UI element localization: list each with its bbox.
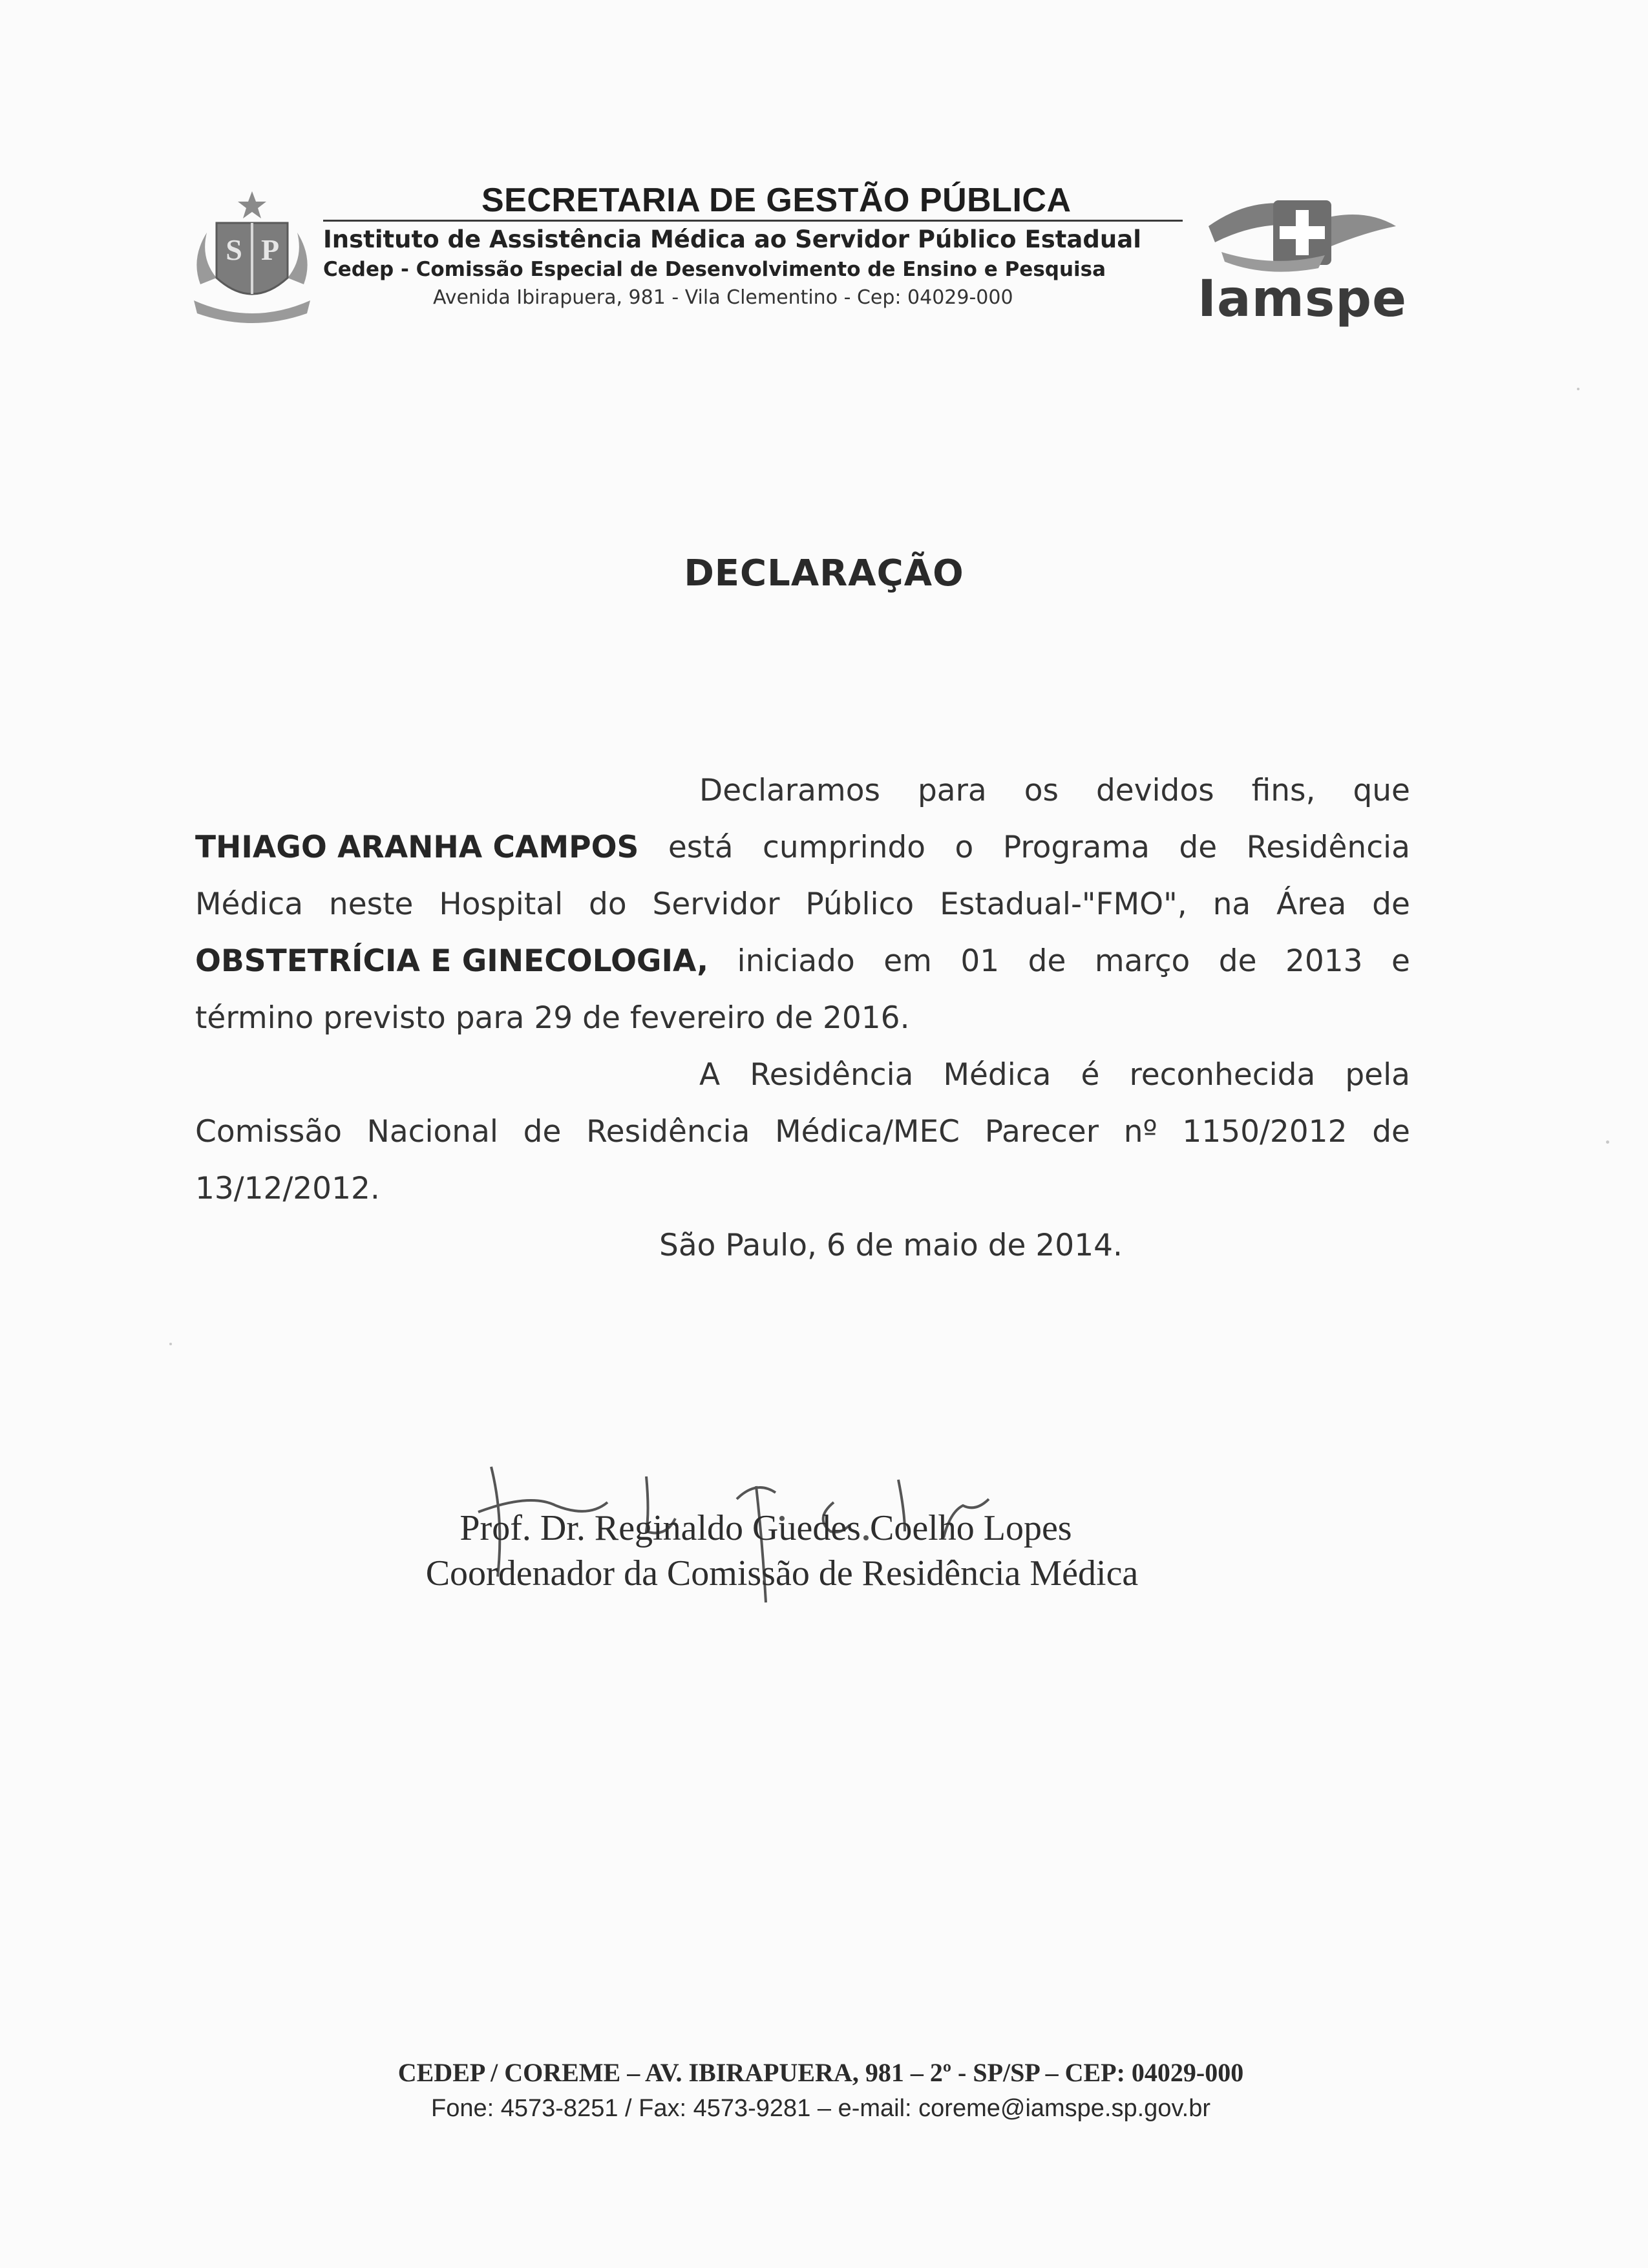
word: 01 <box>960 943 1000 979</box>
word: de <box>1372 1114 1410 1150</box>
line-text: término previsto para 29 de fevereiro de 2016. <box>195 1000 910 1036</box>
word: Declaramos <box>699 773 880 808</box>
footer-address: CEDEP / COREME – AV. IBIRAPUERA, 981 – 2º - SP/SP – CEP: 04029-000 <box>397 2058 1244 2087</box>
word: Hospital <box>439 887 564 922</box>
residency-area: OBSTETRÍCIA E GINECOLOGIA, <box>195 943 709 979</box>
instituto-name: Instituto de Assistência Médica ao Servidor Público Estadual <box>323 226 1141 253</box>
word: nº <box>1123 1114 1157 1150</box>
secretaria-title: SECRETARIA DE GESTÃO PÚBLICA <box>481 182 1072 219</box>
page-footer <box>0 2055 1648 2126</box>
word: Nacional <box>366 1114 498 1150</box>
word: Médica/MEC <box>775 1114 960 1150</box>
body-line-4 <box>195 933 1410 990</box>
word: de <box>1218 943 1257 979</box>
sao-paulo-coat-of-arms-icon <box>187 187 317 323</box>
word: de <box>1179 830 1218 865</box>
body-line-7 <box>195 1104 1410 1160</box>
word: é <box>1081 1057 1100 1093</box>
word: neste <box>328 887 414 922</box>
body-line-1 <box>195 762 1410 819</box>
signer-role: Coordenador da Comissão de Residência Médica <box>425 1553 1139 1593</box>
footer-contact: Fone: 4573-8251 / Fax: 4573-9281 – e-mail: coreme@iamspe.sp.gov.br <box>431 2095 1210 2122</box>
word: em <box>883 943 932 979</box>
word: Residência <box>1246 830 1410 865</box>
word: Médica <box>943 1057 1051 1093</box>
letterhead <box>187 181 1415 336</box>
iamspe-logo-text: Iamspe <box>1197 270 1408 328</box>
word: pela <box>1345 1057 1410 1093</box>
word: os <box>1024 773 1059 808</box>
scan-speck <box>1577 388 1579 390</box>
word: A <box>699 1057 721 1093</box>
word: Residência <box>586 1114 750 1150</box>
word: Estadual-"FMO", <box>940 887 1187 922</box>
word: Programa <box>1002 830 1150 865</box>
word: e <box>1391 943 1410 979</box>
header-divider <box>323 220 1183 222</box>
word: o <box>955 830 974 865</box>
body-line-9 <box>195 1217 1410 1274</box>
word: de <box>523 1114 562 1150</box>
word: de <box>1028 943 1066 979</box>
signer-name: Prof. Dr. Reginaldo Guedes Coelho Lopes <box>460 1508 1072 1548</box>
word: Comissão <box>195 1114 342 1150</box>
word: do <box>589 887 627 922</box>
body-line-2 <box>195 819 1410 876</box>
word: Residência <box>750 1057 914 1093</box>
word: março <box>1094 943 1190 979</box>
document-title: DECLARAÇÃO <box>684 552 964 594</box>
word: fins, <box>1251 773 1316 808</box>
parecer-date: 13/12/2012. <box>195 1171 380 1206</box>
svg-text:S: S <box>226 233 242 266</box>
place-and-date: São Paulo, 6 de maio de 2014. <box>659 1228 1123 1263</box>
word: 1150/2012 <box>1182 1114 1347 1150</box>
scan-speck <box>1606 1140 1609 1144</box>
body-line-3 <box>195 876 1410 933</box>
cedep-name: Cedep - Comissão Especial de Desenvolvimento de Ensino e Pesquisa <box>323 258 1106 281</box>
word: Médica <box>195 887 304 922</box>
header-address: Avenida Ibirapuera, 981 - Vila Clementino - Cep: 04029-000 <box>433 286 1013 309</box>
word: que <box>1353 773 1410 808</box>
word: Área <box>1276 887 1347 922</box>
word: devidos <box>1095 773 1214 808</box>
word: 2013 <box>1285 943 1363 979</box>
resident-name: THIAGO ARANHA CAMPOS <box>195 830 639 865</box>
word: cumprindo <box>763 830 926 865</box>
signer-block <box>0 1506 1648 1596</box>
word: está <box>668 830 734 865</box>
word: Parecer <box>984 1114 1099 1150</box>
word: de <box>1372 887 1410 922</box>
body-line-6 <box>195 1047 1410 1104</box>
word: Público <box>805 887 914 922</box>
body-line-5 <box>195 990 1410 1047</box>
word: reconhecida <box>1129 1057 1316 1093</box>
word: iniciado <box>737 943 855 979</box>
word: para <box>917 773 987 808</box>
body-line-8 <box>195 1160 1410 1217</box>
word: Servidor <box>652 887 780 922</box>
scan-speck <box>169 1343 172 1345</box>
word: na <box>1212 887 1251 922</box>
letterhead-text <box>323 181 1189 312</box>
svg-text:P: P <box>260 233 280 266</box>
declaration-body <box>195 762 1410 1274</box>
